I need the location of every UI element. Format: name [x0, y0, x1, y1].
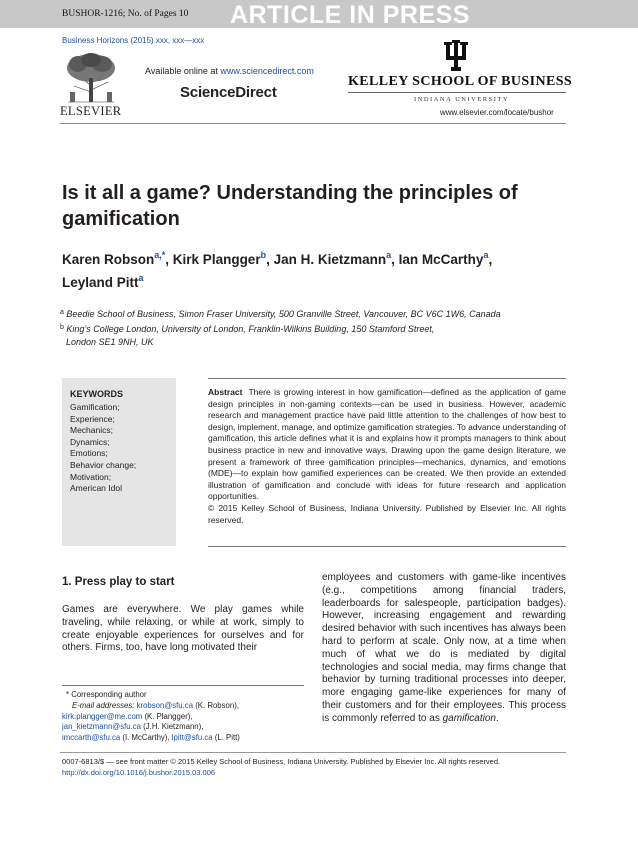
affiliation-text: King’s College London, University of London, Franklin-Wilkins Building, 150 Stamford Street, — [66, 324, 435, 334]
author-affil-mark[interactable]: a,* — [154, 250, 166, 260]
keyword-item: Experience; — [70, 413, 115, 424]
abstract — [208, 387, 566, 526]
keywords-list — [70, 402, 174, 495]
section-heading: 1. Press play to start — [62, 576, 175, 588]
abstract-text: There is growing interest in how gamification—defined as the application of game design principles in non-gaming contexts—can be used in business. However, academic research and management practice have paid little attention to the challenges of how best to design, implement, manage, and optimize gamification strategies. To advance understanding of gamification, this article defines what it is and explains how it prompts managers to think about business practice in new and innovative ways. Drawing upon the game design literature, we present a framework of three gamification principles—mechanics, dynamics, and emotions (MDE)—to explain how gamified experiences can be created. We then provide an extended illustration of gamification and conclude with ideas for future research and application opportunities. — [208, 387, 567, 502]
abstract-top-rule — [208, 378, 566, 379]
author-4 — [399, 252, 493, 267]
affiliations — [60, 306, 580, 349]
bottom-rule — [60, 752, 566, 753]
journal-homepage[interactable]: www.elsevier.com/locate/bushor — [440, 108, 554, 117]
keyword-item: Gamification; — [70, 402, 120, 412]
author-name: Jan H. Kietzmann — [273, 252, 387, 267]
front-matter — [62, 756, 572, 778]
doi-link[interactable]: http://dx.doi.org/10.1016/j.bushor.2015.03.006 — [62, 768, 216, 777]
journal-reference[interactable]: Business Horizons (2015) xxx, xxx—xxx — [62, 36, 205, 45]
body-right-column — [322, 572, 566, 726]
kelley-divider — [348, 92, 566, 93]
author-affil-mark[interactable]: a — [483, 250, 489, 260]
sciencedirect-link[interactable]: www.sciencedirect.com — [220, 66, 314, 76]
available-online-prefix: Available online at — [145, 66, 221, 76]
header-divider — [60, 123, 566, 124]
abstract-bottom-rule — [208, 546, 566, 547]
available-online — [145, 66, 314, 76]
email-owner: (L. Pitt) — [212, 733, 240, 743]
body-right-italic: gamification — [442, 712, 496, 724]
author-name: Ian McCarthy — [398, 252, 484, 267]
email-link[interactable]: imccarth@sfu.ca — [62, 733, 121, 743]
author-name: Leyland Pitt — [62, 275, 139, 290]
email-owner: (I. McCarthy), — [120, 733, 172, 743]
email-owner: (K. Plangger), — [142, 711, 193, 721]
affiliation-text: London SE1 9NH, UK — [66, 337, 154, 347]
affiliation-b-cont — [60, 336, 580, 349]
email-link[interactable]: jan_kietzmann@sfu.ca — [62, 722, 141, 732]
abstract-body — [208, 387, 566, 503]
email-link[interactable]: krobson@sfu.ca — [136, 700, 194, 710]
author-name: Kirk Plangger — [172, 252, 261, 267]
author-affil-mark[interactable]: b — [260, 250, 267, 260]
author-2 — [173, 252, 274, 267]
author-separator: , — [488, 252, 493, 267]
keyword-item: American Idol — [70, 483, 122, 494]
author-1 — [62, 252, 173, 267]
front-matter-line: 0007-6813/$ — see front matter © 2015 Kelley School of Business, Indiana University. Published by Elsevier Inc. All rights reserved. — [62, 757, 501, 766]
author-affil-mark[interactable]: a — [386, 250, 392, 260]
footnote-rule — [62, 685, 304, 686]
author-separator: , — [391, 252, 399, 267]
affiliation-text: Beedie School of Business, Simon Fraser University, 500 Granville Street, Vancouver, BC V6C 1W6, Canada — [66, 309, 501, 319]
keyword-item: Behavior change; — [70, 459, 137, 470]
email-link[interactable]: kirk.plangger@me.com — [62, 711, 143, 721]
email-label: E-mail addresses: — [72, 700, 137, 710]
affiliation-a — [60, 306, 580, 321]
author-3 — [274, 252, 399, 267]
corresponding-author-note: * Corresponding author — [66, 690, 147, 699]
article-title: Is it all a game? Understanding the principles of gamification — [62, 182, 518, 230]
email-line-4 — [62, 733, 312, 744]
keywords-title: KEYWORDS — [70, 389, 124, 399]
indiana-university-trident-icon — [443, 40, 469, 72]
keyword-item: Emotions; — [70, 448, 108, 459]
body-left-column: Games are everywhere. We play games while traveling, while relaxing, or while at work, simply to create enjoyable experiences for ourselves and for others. Firms, too, have long motivated their — [62, 604, 304, 654]
affiliation-mark: a — [60, 309, 64, 316]
body-right-text: employees and customers with game-like incentives (e.g., competitions among financial traders, leaderboards for salespeople, participation badges). However, increasing engagement and rewarding desired behavior with such incentives has always been hard to perform at scale. Only now, at a time when much of what we do is mediated by digital technologies and social media, may firms change that behavior by turning traditional processes into deeper, more engaging game-like experiences for many of their customers and for their employees. This process is commonly referred to as — [322, 572, 566, 724]
email-owner: (K. Robson), — [193, 700, 239, 710]
author-name: Karen Robson — [62, 252, 155, 267]
elsevier-tree-icon — [60, 52, 122, 104]
author-5 — [62, 275, 144, 290]
affiliation-b — [60, 321, 580, 336]
author-separator: , — [266, 252, 274, 267]
email-line-1 — [62, 701, 312, 712]
keyword-item: Motivation; — [70, 471, 112, 482]
author-separator: , — [165, 252, 173, 267]
abstract-label: Abstract — [208, 387, 243, 397]
indiana-university-label: INDIANA UNIVERSITY — [414, 96, 510, 103]
keyword-item: Dynamics; — [70, 436, 110, 447]
email-link[interactable]: lpitt@sfu.ca — [171, 733, 213, 743]
author-list — [62, 246, 572, 292]
author-affil-mark[interactable]: a — [138, 273, 144, 283]
affiliation-mark: b — [60, 324, 64, 331]
abstract-copyright: © 2015 Kelley School of Business, Indiana University. Published by Elsevier Inc. All rights reserved. — [208, 502, 566, 525]
body-right-end: . — [495, 712, 499, 724]
elsevier-wordmark: ELSEVIER — [60, 104, 122, 118]
footnote — [62, 690, 312, 744]
email-owner: (J.H. Kietzmann), — [141, 722, 204, 732]
kelley-school-name: KELLEY SCHOOL OF BUSINESS — [348, 74, 573, 89]
article-in-press-watermark: ARTICLE IN PRESS — [230, 1, 470, 29]
manuscript-id: BUSHOR-1216; No. of Pages 10 — [62, 9, 189, 19]
email-line-2 — [62, 712, 312, 723]
sciencedirect-logo: ScienceDirect — [180, 84, 277, 101]
email-line-3 — [62, 722, 312, 733]
keyword-item: Mechanics; — [70, 425, 113, 436]
